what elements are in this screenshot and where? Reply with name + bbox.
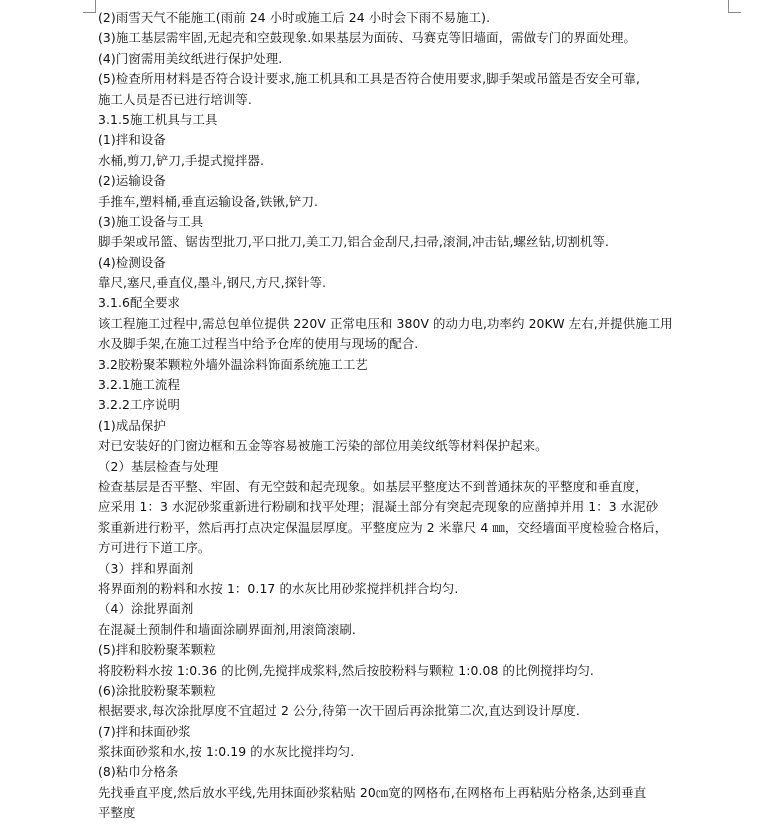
text-line: 水桶,剪刀,铲刀,手提式搅拌器. xyxy=(98,152,265,168)
section-heading: 3.1.5施工机具与工具 xyxy=(98,111,218,127)
section-heading: 3.2.2工序说明 xyxy=(98,397,180,413)
text-line: 根据要求,每次涂批厚度不宜超过 2 公分,待第一次干固后再涂批第二次,直达到设计厚度. xyxy=(98,703,580,719)
section-heading: 3.1.6配全要求 xyxy=(98,295,180,311)
text-line: 浆抹面砂浆和水,按 1:0.19 的水灰比搅拌均匀. xyxy=(98,744,355,760)
sub-heading: （2）基层检查与处理 xyxy=(98,458,219,474)
text-line: 检查基层是否平整、牢固、有无空鼓和起壳现象。如基层平整度达不到普通抹灰的平整度和垂直度， xyxy=(98,478,648,494)
sub-heading: (2)运输设备 xyxy=(98,173,166,189)
sub-heading: (1)成品保护 xyxy=(98,417,166,433)
text-line: 手推车,塑料桶,垂直运输设备,铁锹,铲刀. xyxy=(98,193,319,209)
text-line: 应采用 1：3 水泥砂浆重新进行粉刷和找平处理；混凝土部分有突起壳现象的应凿掉并用 1：3 水泥砂 xyxy=(98,499,659,515)
text-line: 对已安装好的门窗边框和五金等容易被施工污染的部位用美纹纸等材料保护起来。 xyxy=(98,438,548,454)
margin-corner-mark-left xyxy=(83,0,96,13)
sub-heading: (7)拌和抹面砂浆 xyxy=(98,723,191,739)
text-line: 该工程施工过程中,需总包单位提供 220V 正常电压和 380V 的动力电,功率约 20KW 左右,并提供施工用 xyxy=(98,315,673,331)
section-heading: 3.2.1施工流程 xyxy=(98,377,180,393)
sub-heading: (4)检测设备 xyxy=(98,254,166,270)
text-line: 方可进行下道工序。 xyxy=(98,540,211,556)
section-heading: 3.2胶粉聚苯颗粒外墙外温涂料饰面系统施工工艺 xyxy=(98,356,368,372)
sub-heading: (1)拌和设备 xyxy=(98,132,166,148)
sub-heading: (8)粘巾分格条 xyxy=(98,764,179,780)
text-line: (4)门窗需用美纹纸进行保护处理. xyxy=(98,50,283,66)
sub-heading: （4）涂批界面剂 xyxy=(98,601,194,617)
text-line: 浆重新进行粉平，然后再打点决定保温层厚度。平整度应为 2 米靠尺 4 ㎜，交经墙面平度检验合格后， xyxy=(98,519,668,535)
text-line: 将界面剂的粉料和水按 1：0.17 的水灰比用砂浆搅拌机拌合均匀. xyxy=(98,580,459,596)
text-line: 在混凝土预制件和墙面涂刷界面剂,用滚筒滚刷. xyxy=(98,621,356,637)
sub-heading: (5)拌和胶粉聚苯颗粒 xyxy=(98,642,216,658)
text-line: (3)施工基层需牢固,无起壳和空鼓现象.如果基层为面砖、马赛克等旧墙面，需做专门的界面处理。 xyxy=(98,30,637,46)
text-line: 将胶粉料水按 1:0.36 的比例,先搅拌成浆料,然后按胶粉料与颗粒 1:0.08 的比例搅拌均匀. xyxy=(98,662,594,678)
text-line: 靠尺,塞尺,垂直仪,墨斗,钢尺,方尺,探针等. xyxy=(98,275,327,291)
text-line: 脚手架或吊篮、锯齿型批刀,平口批刀,美工刀,铝合金刮尺,扫帚,滚洞,冲击钻,螺丝钻,切割机等. xyxy=(98,234,609,250)
text-line: (2)雨雪天气不能施工(雨前 24 小时或施工后 24 小时会下雨不易施工). xyxy=(98,10,491,25)
sub-heading: (3)施工设备与工具 xyxy=(98,213,204,229)
sub-heading: (6)涂批胶粉聚苯颗粒 xyxy=(98,682,216,698)
text-line: 先找垂直平度,然后放水平线,先用抹面砂浆粘贴 20㎝宽的网格布,在网格布上再粘贴分格条,达到垂直 xyxy=(98,784,647,800)
text-line: 水及脚手架,在施工过程当中给予仓库的使用与现场的配合. xyxy=(98,336,419,352)
text-line: (5)检查所用材料是否符合设计要求,施工机具和工具是否符合使用要求,脚手架或吊篮是否安全可靠, xyxy=(98,71,641,87)
document-body xyxy=(98,8,738,824)
sub-heading: （3）拌和界面剂 xyxy=(98,560,194,576)
text-line: 平整度 xyxy=(98,805,136,821)
text-line: 施工人员是否已进行培训等. xyxy=(98,91,252,107)
